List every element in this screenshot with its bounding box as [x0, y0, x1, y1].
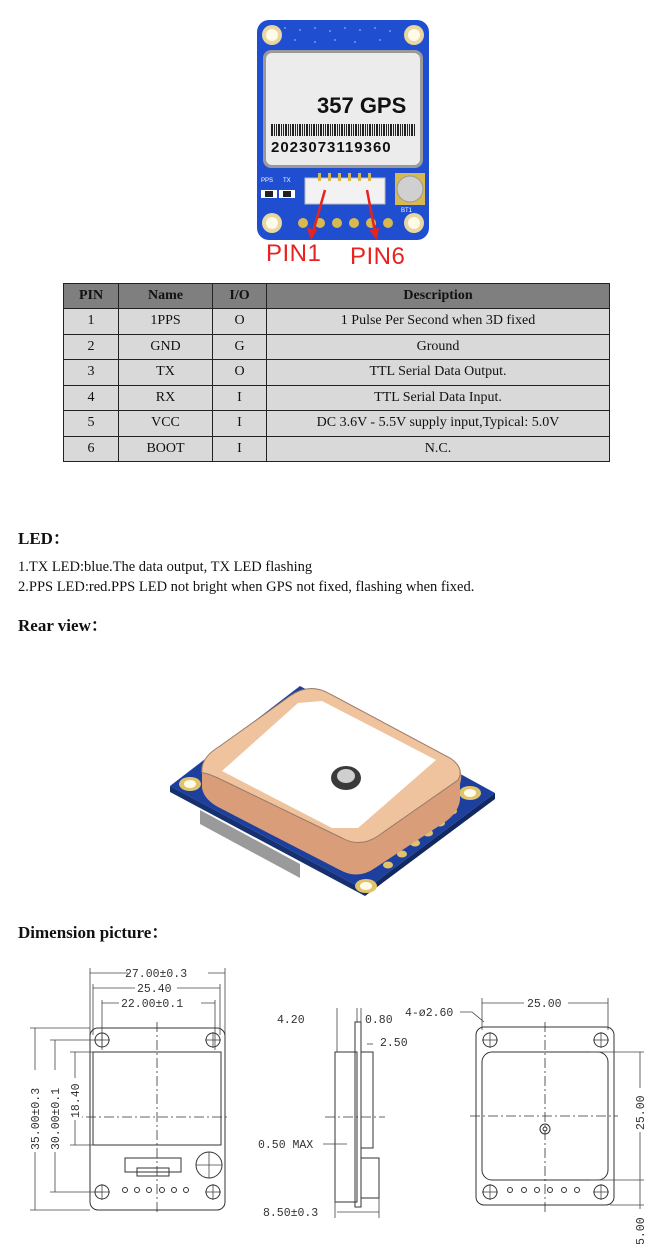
pin-description: TTL Serial Data Input. — [267, 385, 610, 411]
pin-description: 1 Pulse Per Second when 3D fixed — [267, 309, 610, 335]
dim-label-height: 18.40 — [70, 1083, 83, 1118]
pin-description: DC 3.6V - 5.5V supply input,Typical: 5.0V — [267, 411, 610, 437]
silk-tx-label: TX — [283, 178, 291, 184]
dim-side-c: 2.50 — [380, 1037, 408, 1050]
pin-number: 5 — [64, 411, 119, 437]
column-header-io: I/O — [213, 284, 267, 309]
front-dimension-drawing — [20, 960, 250, 1220]
dim-side-b: 0.80 — [365, 1014, 393, 1027]
pin-name: GND — [119, 334, 213, 360]
dim-hole-spacing-y: 30.00±0.1 — [50, 1087, 63, 1150]
pin-name: VCC — [119, 411, 213, 437]
pin-number: 4 — [64, 385, 119, 411]
dim-hole-callout: 4-ø2.60 — [405, 1007, 454, 1020]
table-row — [64, 334, 610, 360]
pin-io: O — [213, 309, 267, 335]
dim-width-pcb: 25.40 — [137, 983, 172, 996]
pin-io: O — [213, 360, 267, 386]
gps-module-rear-illustration — [160, 668, 510, 900]
pin-name: TX — [119, 360, 213, 386]
pin-name: 1PPS — [119, 309, 213, 335]
pin-description: TTL Serial Data Output. — [267, 360, 610, 386]
dim-height-overall: 35.00±0.3 — [30, 1087, 43, 1150]
module-serial-number: 2023073119360 — [271, 139, 392, 156]
pin-io: G — [213, 334, 267, 360]
dim-bottom-margin: 5.00 — [635, 1217, 648, 1245]
mounting-hole-icon — [94, 1032, 221, 1200]
pin-number: 1 — [64, 309, 119, 335]
pin-name: RX — [119, 385, 213, 411]
pin-io: I — [213, 411, 267, 437]
led-line-2: 2.PPS LED:red.PPS LED not bright when GPS not fixed, flashing when fixed. — [18, 579, 475, 595]
pin-number: 2 — [64, 334, 119, 360]
module-rear-photo — [160, 668, 510, 900]
table-row — [64, 436, 610, 462]
column-header-pin: PIN — [64, 284, 119, 309]
pin-io: I — [213, 385, 267, 411]
rear-view-heading: Rear view： — [18, 616, 108, 635]
pin-description: Ground — [267, 334, 610, 360]
pin-table — [63, 283, 610, 462]
silk-bt-label: BT1 — [401, 208, 413, 214]
rear-dimension-drawing — [400, 990, 672, 1249]
pin-number: 6 — [64, 436, 119, 462]
led-heading: LED： — [18, 529, 70, 548]
module-model-label: 357 GPS — [317, 93, 407, 118]
dim-side-d: 0.50 MAX — [258, 1139, 314, 1152]
dim-side-total: 8.50±0.3 — [263, 1207, 319, 1220]
table-row — [64, 360, 610, 386]
table-header-row — [64, 284, 610, 309]
dim-hole-spacing-x: 22.00±0.1 — [121, 998, 184, 1011]
dim-width-overall: 27.00±0.3 — [125, 968, 188, 981]
dim-side-a: 4.20 — [277, 1014, 305, 1027]
column-header-description: Description — [267, 284, 610, 309]
dim-antenna-height: 25.00 — [635, 1095, 648, 1130]
table-row — [64, 309, 610, 335]
pin-number: 3 — [64, 360, 119, 386]
dim-antenna-width: 25.00 — [527, 998, 562, 1011]
column-header-name: Name — [119, 284, 213, 309]
table-row — [64, 385, 610, 411]
dimension-heading: Dimension picture： — [18, 923, 169, 942]
pin-name: BOOT — [119, 436, 213, 462]
pin-io: I — [213, 436, 267, 462]
pin-description: N.C. — [267, 436, 610, 462]
led-line-1: 1.TX LED:blue.The data output, TX LED flashing — [18, 559, 313, 575]
pin1-label: PIN1 — [266, 240, 322, 267]
module-front-photo — [255, 18, 431, 243]
table-row — [64, 411, 610, 437]
silk-pps-label: PPS — [261, 178, 274, 184]
pin6-label: PIN6 — [350, 243, 406, 270]
